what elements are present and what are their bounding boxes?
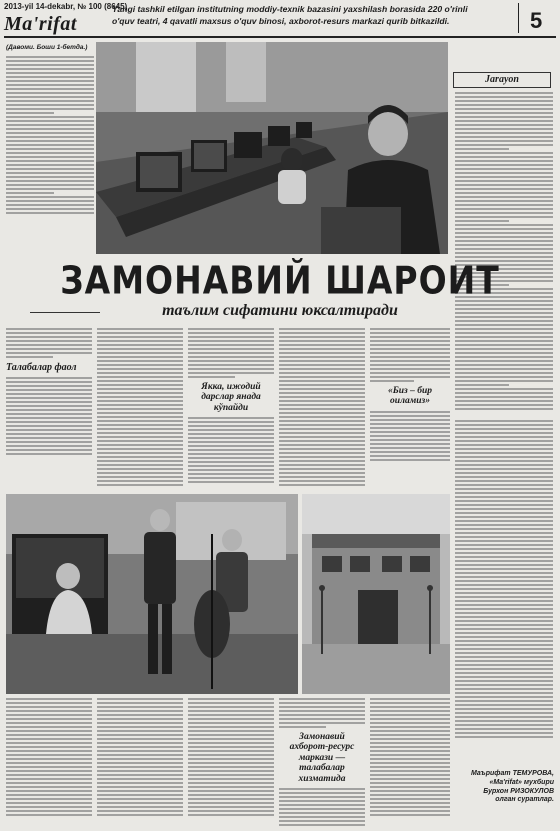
bottom-col-5 xyxy=(370,698,450,826)
page-number: 5 xyxy=(530,8,543,33)
intro-text-lines xyxy=(6,56,94,214)
computer-lab-photo xyxy=(96,42,448,254)
mid-col-2 xyxy=(97,328,183,488)
section-heading-biz-bir-oilamiz: «Биз – бир оиламиз» xyxy=(387,386,433,407)
bottom-col-4 xyxy=(279,698,365,826)
mid-col-5 xyxy=(370,328,450,488)
header-divider xyxy=(518,3,519,33)
header-headline-line-1: Yangi tashkil etilgan institutning moddiy-texnik bazasini yaxshilash borasida 220 o'rinli xyxy=(112,4,468,14)
byline-photographer: Бурхон РИЗОКУЛОВ xyxy=(483,787,554,795)
mid-col-4 xyxy=(279,328,365,488)
section-heading-axborot-markazi: Замонавий ахборот-ресурс маркази — талабалар хизматида xyxy=(289,732,355,784)
header-headline-line-2: o'quv teatri, 4 qavatli maxsus o'quv binosi, axborot-resurs markazi qurib bitkazildi. xyxy=(112,16,450,26)
byline xyxy=(440,770,554,805)
music-class-photo xyxy=(6,494,298,694)
bottom-col-3 xyxy=(188,698,274,826)
header-rule xyxy=(4,36,556,38)
intro-column xyxy=(6,44,94,254)
section-heading-talabalar-faol: Талабалар фаол xyxy=(6,362,77,373)
right-column-lower-text xyxy=(455,420,553,750)
newspaper-logo: Ma'rifat xyxy=(4,13,77,35)
mid-col-1 xyxy=(6,328,92,488)
bottom-col-2 xyxy=(97,698,183,826)
mid-col-3 xyxy=(188,328,274,488)
bottom-col-1 xyxy=(6,698,92,826)
byline-photo-credit: олган суратлар. xyxy=(495,796,554,804)
rubric-label: Jarayon xyxy=(453,72,551,88)
right-column-text xyxy=(455,92,553,412)
continuation-note: (Давоми. Боши 1-бетда.) xyxy=(6,44,88,51)
issue-date: 2013-yil 14-dekabr, № 100 (8645) xyxy=(4,2,128,11)
main-title: ЗАМОНАВИЙ ШАРОИТ xyxy=(60,258,500,303)
section-heading-yakka: Якка, ижодий дарслар янада кўпайди xyxy=(201,382,261,413)
byline-role: «Ma'rifat» мухбири xyxy=(489,778,554,786)
building-photo xyxy=(302,494,450,694)
byline-author: Маърифат ТЕМУРОВА, xyxy=(471,770,554,777)
subtitle-rule-left xyxy=(30,312,100,313)
main-subtitle: таълим сифатини юксалтиради xyxy=(162,302,398,319)
